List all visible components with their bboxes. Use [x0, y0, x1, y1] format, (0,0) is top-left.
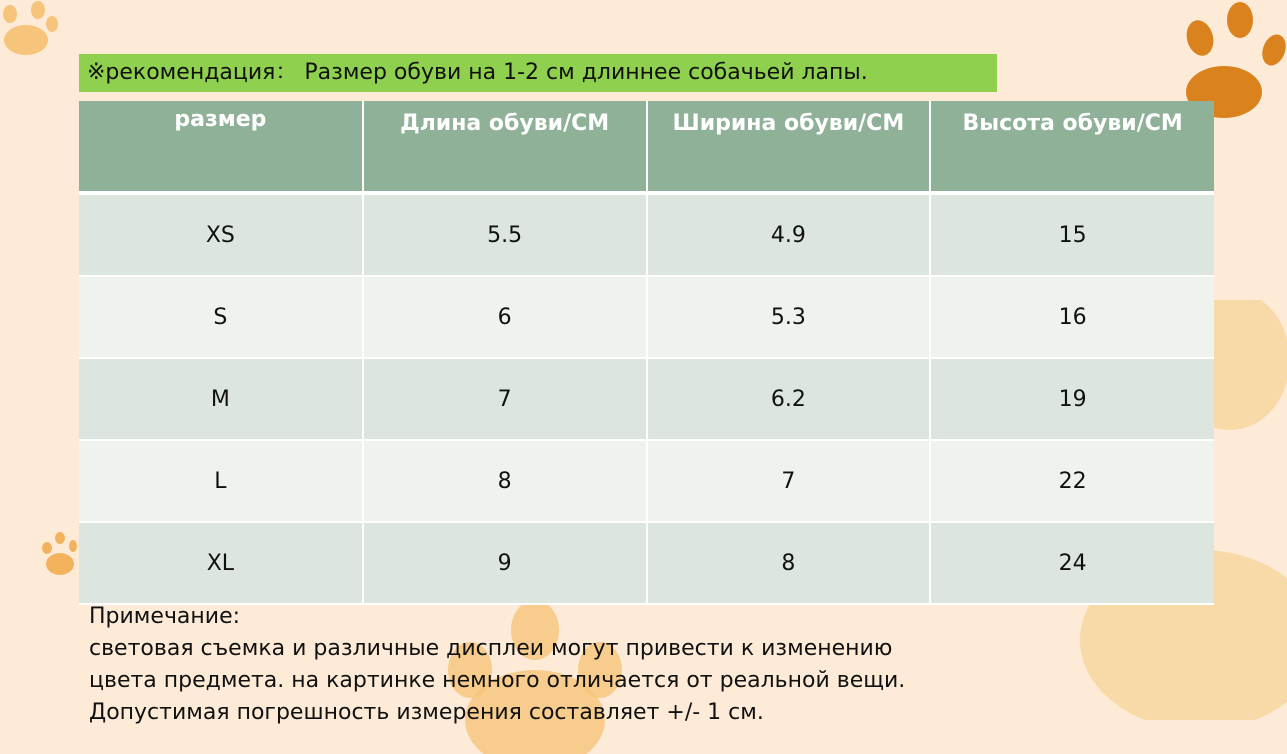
recommendation-banner: ※рекомендация： Размер обуви на 1-2 см длиннее собачьей лапы. — [79, 54, 997, 92]
column-header-size: размер — [79, 101, 363, 193]
cell-length: 7 — [363, 358, 647, 440]
cell-size: S — [79, 276, 363, 358]
column-header-width: Ширина обуви/CM — [647, 101, 931, 193]
column-header-length: Длина обуви/CM — [363, 101, 647, 193]
cell-length: 9 — [363, 522, 647, 604]
cell-width: 5.3 — [647, 276, 931, 358]
cell-height: 24 — [930, 522, 1214, 604]
cell-size: XS — [79, 193, 363, 276]
column-header-height: Высота обуви/CM — [930, 101, 1214, 193]
table-row — [79, 276, 1214, 358]
cell-height: 16 — [930, 276, 1214, 358]
cell-height: 19 — [930, 358, 1214, 440]
table-header-row — [79, 101, 1214, 193]
cell-length: 5.5 — [363, 193, 647, 276]
cell-height: 22 — [930, 440, 1214, 522]
note-block — [89, 601, 905, 729]
table-row — [79, 358, 1214, 440]
note-line: световая съемка и различные дисплеи могут привести к изменению — [89, 636, 893, 661]
cell-width: 8 — [647, 522, 931, 604]
size-chart-table — [79, 101, 1214, 605]
paw-print-icon — [0, 0, 60, 62]
cell-height: 15 — [930, 193, 1214, 276]
cell-size: M — [79, 358, 363, 440]
note-line: цвета предмета. на картинке немного отличается от реальной вещи. — [89, 668, 906, 693]
note-line: Допустимая погрешность измерения составляет +/- 1 см. — [89, 700, 764, 725]
paw-print-icon — [40, 530, 80, 578]
table-row — [79, 440, 1214, 522]
table-row — [79, 522, 1214, 604]
cell-width: 6.2 — [647, 358, 931, 440]
table-row — [79, 193, 1214, 276]
cell-size: XL — [79, 522, 363, 604]
cell-size: L — [79, 440, 363, 522]
cell-width: 4.9 — [647, 193, 931, 276]
cell-width: 7 — [647, 440, 931, 522]
cell-length: 6 — [363, 276, 647, 358]
note-title: Примечание: — [89, 604, 241, 629]
cell-length: 8 — [363, 440, 647, 522]
